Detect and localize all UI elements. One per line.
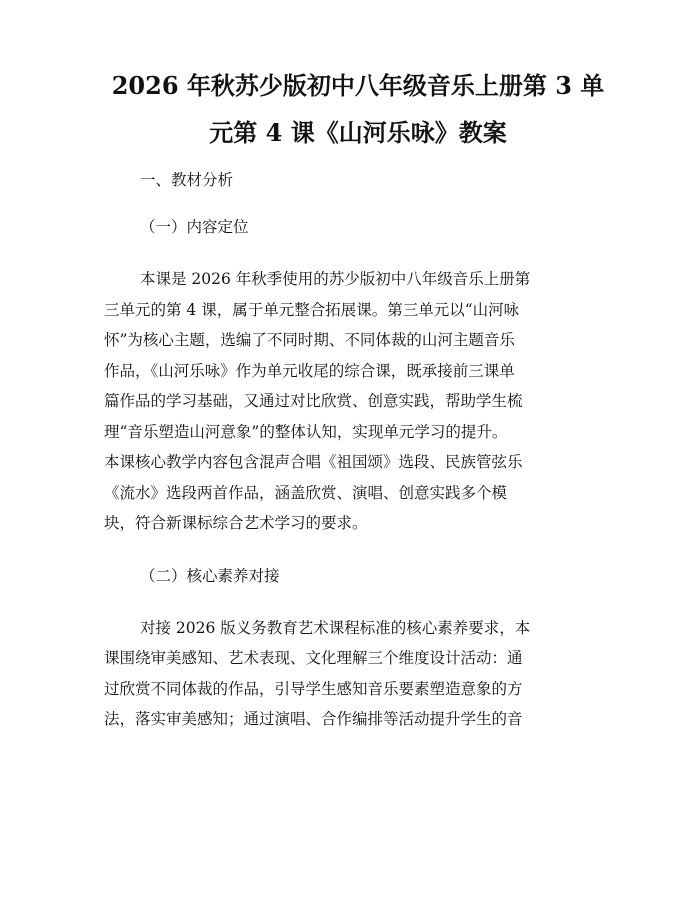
paragraph-line: 本课是 2026 年秋季使用的苏少版初中八年级音乐上册第 [140, 270, 531, 288]
paragraph-line: 块，符合新课标综合艺术学习的要求。 [104, 514, 368, 532]
paragraph-line: 篇作品的学习基础，又通过对比欣赏、创意实践，帮助学生梳 [104, 392, 523, 410]
subsection-heading-core-literacy: （二）核心素养对接 [140, 566, 280, 585]
paragraph-line: 作品，《山河乐咏》作为单元收尾的综合课，既承接前三课单 [104, 361, 515, 380]
paragraph-line: 课围绕审美感知、艺术表现、文化理解三个维度设计活动：通 [104, 649, 523, 667]
paragraph-content-positioning [104, 264, 612, 539]
paragraph-line: 三单元的第 4 课，属于单元整合拓展课。第三单元以“山河咏 [104, 300, 520, 319]
title-line-2: 元第 4 课《山河乐咏》教案 [209, 118, 507, 147]
paragraph-line: 本课核心教学内容包含混声合唱《祖国颂》选段、民族管弦乐 [104, 453, 523, 471]
paragraph-core-literacy [104, 613, 612, 735]
document-title [104, 62, 612, 156]
paragraph-line: 法，落实审美感知；通过演唱、合作编排等活动提升学生的音 [104, 710, 523, 728]
paragraph-line: 过欣赏不同体裁的作品，引导学生感知音乐要素塑造意象的方 [104, 679, 523, 698]
title-line-1: 2026 年秋苏少版初中八年级音乐上册第 3 单 [111, 71, 605, 100]
section-heading-teaching-material-analysis: 一、教材分析 [140, 171, 234, 189]
paragraph-line: 理“音乐塑造山河意象”的整体认知，实现单元学习的提升。 [104, 422, 508, 441]
paragraph-line: 《流水》选段两首作品，涵盖欣赏、演唱、创意实践多个模 [104, 483, 508, 502]
paragraph-line: 怀”为核心主题，选编了不同时期、不同体裁的山河主题音乐 [104, 331, 515, 349]
paragraph-line: 对接 2026 版义务教育艺术课程标准的核心素养要求，本 [140, 618, 531, 637]
subsection-heading-content-positioning: （一）内容定位 [140, 218, 249, 236]
